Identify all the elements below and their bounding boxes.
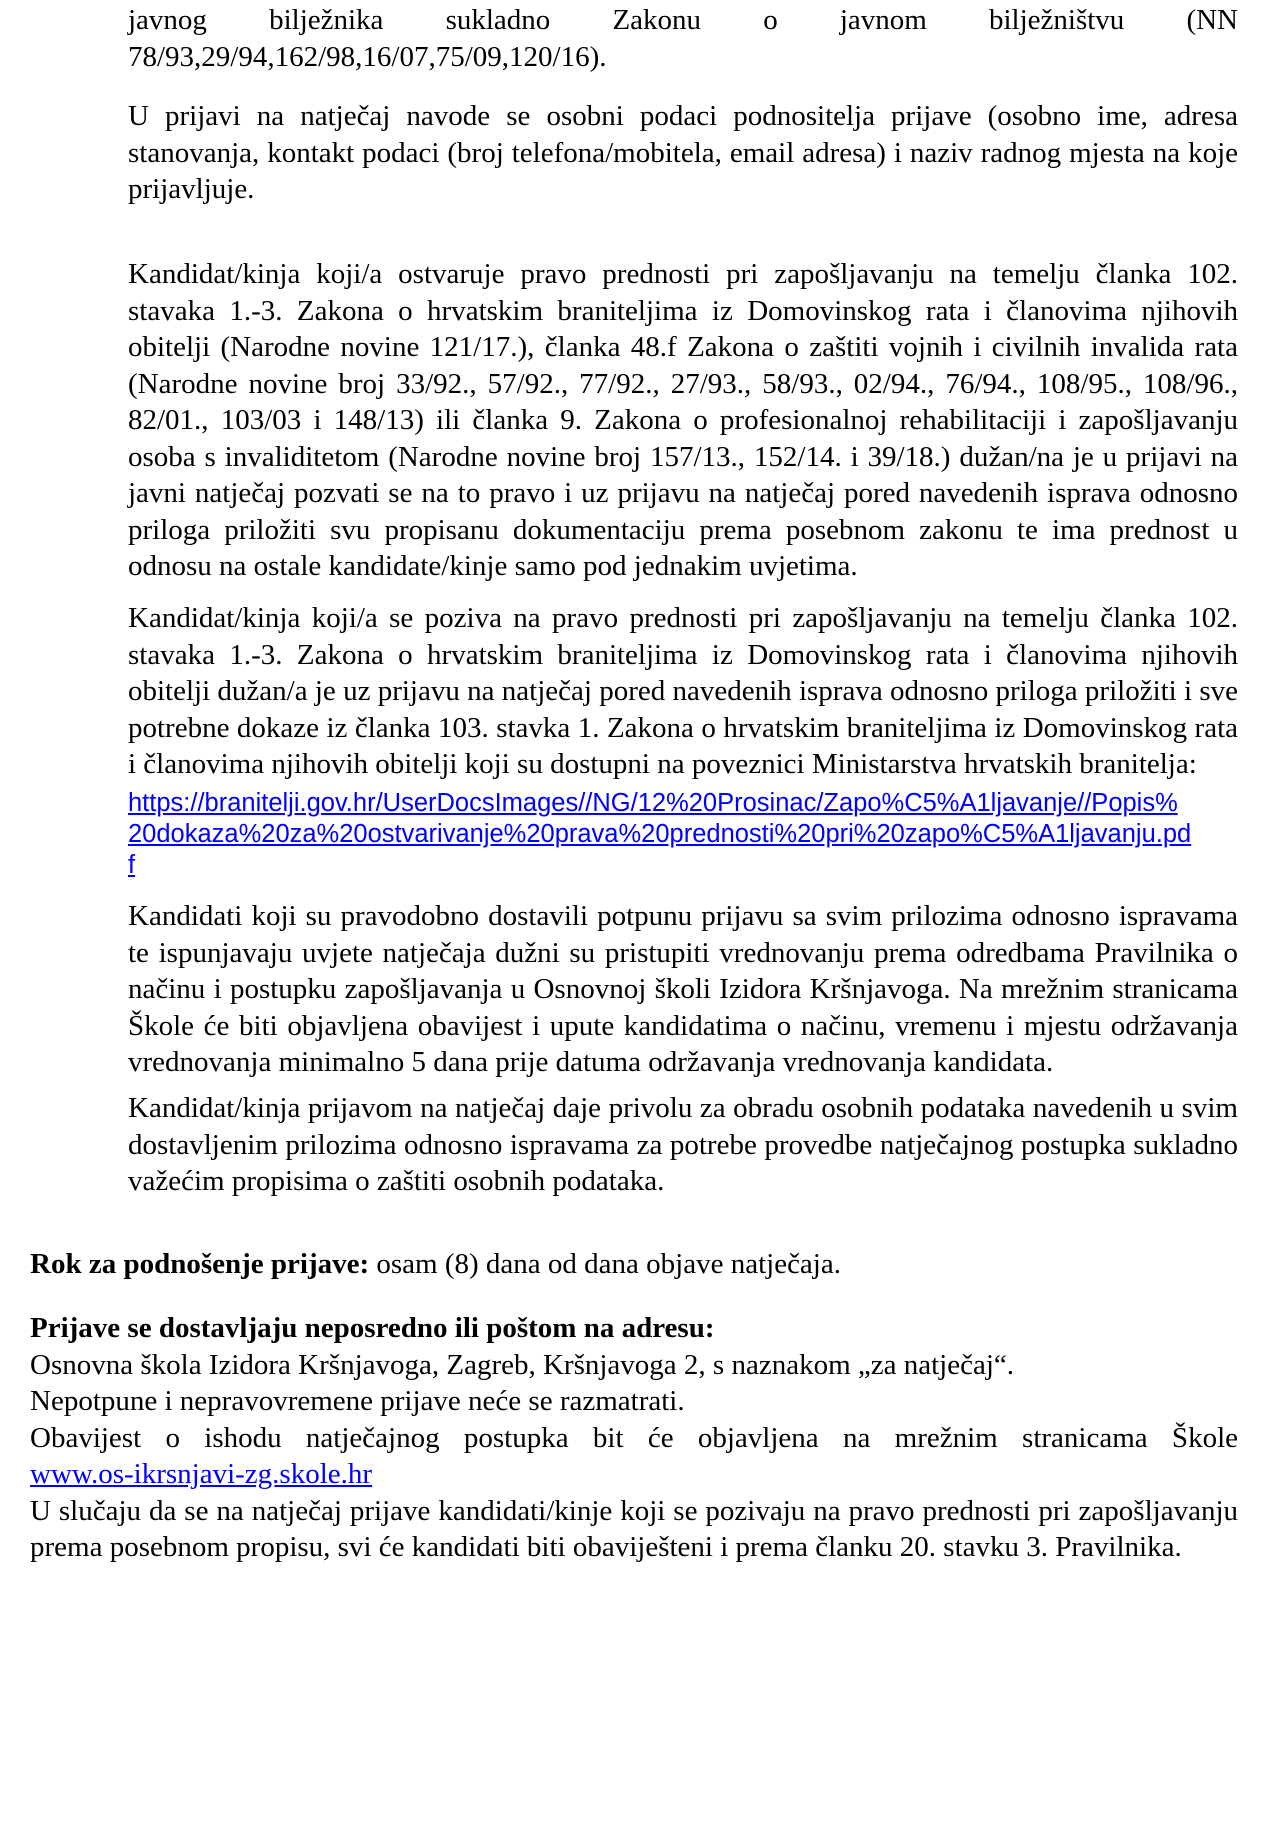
- veterans-link-line-2: 20dokaza%20za%20ostvarivanje%20prava%20prednosti%20pri%20zapo%C5%A1ljavanju.pd: [128, 820, 1192, 848]
- veterans-paragraph: Kandidat/kinja koji/a se poziva na pravo prednosti pri zapošljavanju na temelju članka 102. stavaka 1.-3. Zakona o hrvatskim braniteljima iz Domovinskog rata i članovima njihovih obitelji dužan/a je uz prijavu na natječaj pored navedenih isprava odnosno priloga priložiti i sve potrebne dokaze iz članka 103. stavka 1. Zakona o hrvatskim braniteljima iz Domovinskog rata i članovima njihovih obitelji koji su dostupni na poveznici Ministarstva hrvatskih branitelja:: [128, 602, 1238, 780]
- deadline-label: Rok za podnošenje prijave:: [30, 1248, 370, 1280]
- result-notice: Obavijest o ishodu natječajnog postupka bit će objavljena na mrežnim stranicama Škole: [30, 1421, 1238, 1454]
- school-website-link[interactable]: www.os-ikrsnjavi-zg.skole.hr: [30, 1458, 373, 1490]
- submission-address: Osnovna škola Izidora Kršnjavoga, Zagreb, Kršnjavoga 2, s naznakom „za natječaj“.: [30, 1348, 1015, 1381]
- priority-right-paragraph: Kandidat/kinja koji/a ostvaruje pravo prednosti pri zapošljavanju na temelju članka 102. stavaka 1.-3. Zakona o hrvatskim braniteljima iz Domovinskog rata i članovima njihovih obitelji (Narodne novine 121/17.), članka 48.f Zakona o zaštiti vojnih i civilnih invalida rata (Narodne novine broj 33/92., 57/92., 77/92., 27/93., 58/93., 02/94., 76/94., 108/95., 108/96., 82/01., 103/03 i 148/13) ili članka 9. Zakona o profesionalnoj rehabilitaciji i zapošljavanju osoba s invaliditetom (Narodne novine broj 157/13., 152/14. i 39/18.) dužan/na je u prijavi na javni natječaj pozvati se na to pravo i uz prijavu na natječaj pored navedenih isprava odnosno priloga priložiti svu propisanu dokumentaciju prema posebnom zakonu te ima prednost u odnosu na ostale kandidate/kinje samo pod jednakim uvjetima.: [128, 258, 1238, 582]
- consent-paragraph: Kandidat/kinja prijavom na natječaj daje privolu za obradu osobnih podataka navedenih u svim dostavljenim prilozima odnosno ispravama za potrebe provedbe natječajnog postupka sukladno važećim propisima o zaštiti osobnih podataka.: [128, 1092, 1238, 1197]
- deadline-line: [30, 1246, 1238, 1283]
- notary-reference-line-2: 78/93,29/94,162/98,16/07,75/09,120/16).: [128, 40, 607, 73]
- priority-candidates-notice: U slučaju da se na natječaj prijave kandidati/kinje koji se pozivaju na pravo prednosti pri zapošljavanju prema posebnom propisu, svi će kandidati biti obaviješteni i prema članku 20. stavku 3. Pravilnika.: [30, 1494, 1238, 1563]
- veterans-documents-link[interactable]: [128, 788, 1238, 881]
- evaluation-paragraph: Kandidati koji su pravodobno dostavili potpunu prijavu sa svim prilozima odnosno ispravama te ispunjavaju uvjete natječaja dužni su pristupiti vrednovanju prema odredbama Pravilnika o načinu i postupku zapošljavanja u Osnovnoj školi Izidora Kršnjavoga. Na mrežnim stranicama Škole će biti objavljena obavijest i upute kandidatima o načinu, vremenu i mjestu održavanja vrednovanja minimalno 5 dana prije datuma održavanja vrednovanja kandidata.: [128, 900, 1238, 1078]
- deadline-text: osam (8) dana od dana objave natječaja.: [369, 1248, 841, 1280]
- submission-section: [30, 1310, 1238, 1566]
- personal-data-paragraph: U prijavi na natječaj navode se osobni podaci podnositelja prijave (osobno ime, adresa stanovanja, kontakt podaci (broj telefona/mobitela, email adresa) i naziv radnog mjesta na koje prijavljuje.: [128, 100, 1238, 205]
- notary-reference: [128, 2, 1238, 75]
- submission-heading: Prijave se dostavljaju neposredno ili poštom na adresu:: [30, 1312, 715, 1344]
- notary-reference-line-1: javnog bilježnika sukladno Zakonu o javnom bilježništvu (NN: [128, 4, 1238, 36]
- veterans-link-line-3: f: [128, 851, 136, 879]
- veterans-link-line-1: https://branitelji.gov.hr/UserDocsImages//NG/12%20Prosinac/Zapo%C5%A1ljavanje//Popis%: [128, 789, 1178, 817]
- incomplete-applications-notice: Nepotpune i nepravovremene prijave neće se razmatrati.: [30, 1385, 685, 1417]
